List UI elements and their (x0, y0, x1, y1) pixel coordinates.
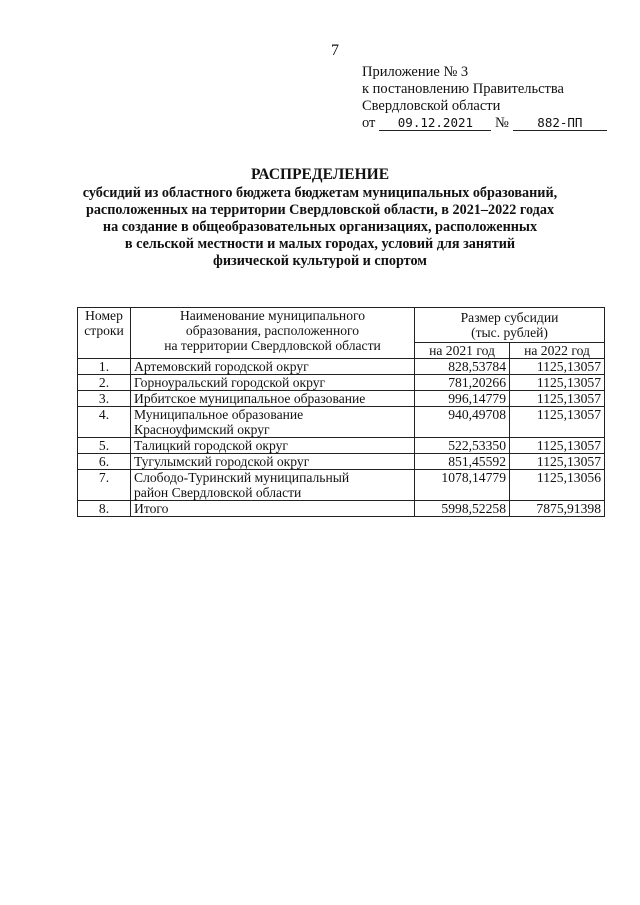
row-number: 4. (78, 407, 131, 438)
table-row (78, 359, 605, 375)
decree-number: 882-ПП (513, 116, 607, 131)
row-number: 8. (78, 501, 131, 517)
header-municipality-line: образования, расположенного (185, 323, 360, 338)
header-municipality-line: на территории Свердловской области (164, 338, 381, 353)
row-number: 3. (78, 391, 131, 407)
number-prefix: № (495, 115, 509, 131)
title-line: субсидий из областного бюджета бюджетам муниципальных образований, (82, 185, 558, 201)
row-number: 1. (78, 359, 131, 375)
value-2022: 1125,13057 (510, 375, 605, 391)
municipality-name (131, 470, 415, 501)
header-year-2022: на 2022 год (510, 343, 605, 359)
value-2021: 851,45592 (415, 454, 510, 470)
appendix-date-line (362, 115, 607, 132)
value-2021: 1078,14779 (415, 470, 510, 501)
header-subsidy-line: (тыс. рублей) (471, 325, 548, 340)
municipality-name-line: район Свердловской области (134, 485, 302, 500)
municipality-name: Тугулымский городской округ (131, 454, 415, 470)
title-line: в сельской местности и малых городах, условий для занятий (124, 236, 516, 252)
municipality-name-line: Муниципальное образование (134, 407, 304, 422)
value-2021: 940,49708 (415, 407, 510, 438)
decree-date: 09.12.2021 (379, 116, 491, 131)
subsidy-table (77, 307, 605, 517)
total-2022: 7875,91398 (510, 501, 605, 517)
title-line: на создание в общеобразовательных организациях, расположенных (102, 219, 538, 235)
table-total-row (78, 501, 605, 517)
title-line: расположенных на территории Свердловской области, в 2021–2022 годах (85, 202, 555, 218)
municipality-name-line: Красноуфимский округ (134, 422, 270, 437)
municipality-name: Талицкий городской округ (131, 438, 415, 454)
appendix-line-2: к постановлению Правительства (362, 81, 564, 97)
municipality-name: Артемовский городской округ (131, 359, 415, 375)
appendix-block (362, 64, 607, 132)
value-2022: 1125,13057 (510, 438, 605, 454)
municipality-name: Горноуральский городской округ (131, 375, 415, 391)
row-number: 2. (78, 375, 131, 391)
table-row (78, 375, 605, 391)
title-main: РАСПРЕДЕЛЕНИЕ (250, 166, 390, 183)
value-2022: 1125,13056 (510, 470, 605, 501)
table-row (78, 470, 605, 501)
municipality-name-line: Слободо-Туринский муниципальный (134, 470, 350, 485)
value-2021: 781,20266 (415, 375, 510, 391)
value-2022: 1125,13057 (510, 407, 605, 438)
document-title (40, 165, 600, 270)
total-label: Итого (131, 501, 415, 517)
title-line: физической культурой и спортом (213, 253, 427, 269)
table-row (78, 407, 605, 438)
header-year-2021: на 2021 год (415, 343, 510, 359)
header-subsidy-line: Размер субсидии (460, 310, 559, 325)
row-number: 7. (78, 470, 131, 501)
page-number: 7 (331, 42, 339, 59)
header-row-number-line: строки (84, 323, 124, 338)
date-prefix: от (362, 115, 376, 131)
value-2021: 996,14779 (415, 391, 510, 407)
municipality-name (131, 407, 415, 438)
total-2021: 5998,52258 (415, 501, 510, 517)
row-number: 6. (78, 454, 131, 470)
header-municipality-line: Наименование муниципального (179, 308, 366, 323)
value-2022: 1125,13057 (510, 454, 605, 470)
appendix-line-1: Приложение № 3 (362, 64, 469, 80)
header-row-number-line: Номер (85, 308, 123, 323)
appendix-line-3: Свердловской области (362, 98, 501, 114)
value-2021: 522,53350 (415, 438, 510, 454)
value-2021: 828,53784 (415, 359, 510, 375)
value-2022: 1125,13057 (510, 359, 605, 375)
municipality-name: Ирбитское муниципальное образование (131, 391, 415, 407)
header-row-number (78, 308, 131, 359)
value-2022: 1125,13057 (510, 391, 605, 407)
table-header-row (78, 308, 605, 343)
table-row (78, 438, 605, 454)
table-row (78, 454, 605, 470)
header-municipality (131, 308, 415, 359)
row-number: 5. (78, 438, 131, 454)
header-subsidy-size (415, 308, 605, 343)
table-row (78, 391, 605, 407)
